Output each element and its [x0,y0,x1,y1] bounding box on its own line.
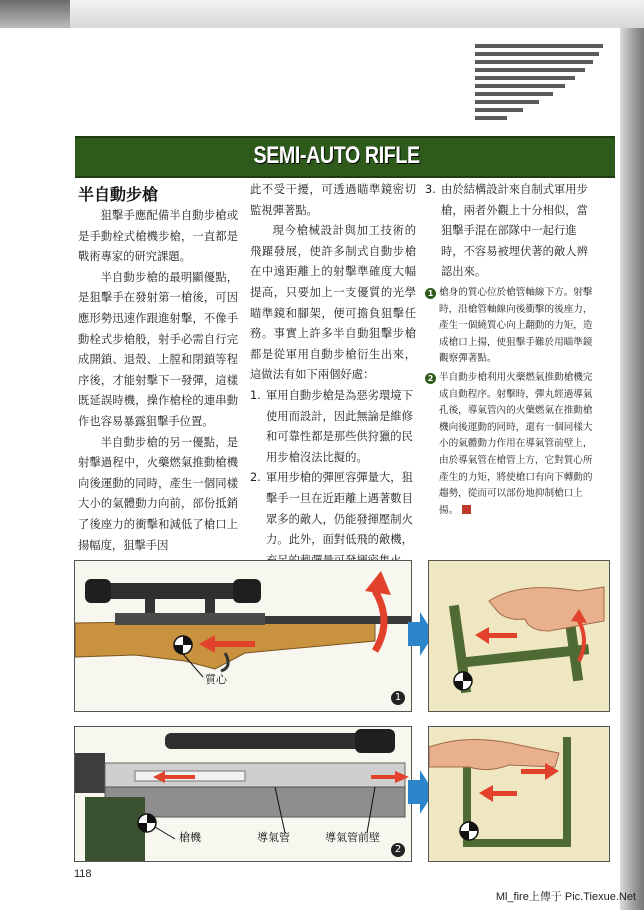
list-item: 1. 軍用自動步槍是為惡劣環境下使用而設計，因此無論是維修和可靠性都是那些供狩獵的民用步槍沒法比擬的。 [250,388,413,464]
figure-badge: 1 [391,691,405,705]
page-edge-shadow [620,28,644,910]
paragraph: 現今槍械設計與加工技術的飛躍發展，使許多制式自動步槍在中遠距離上的射擊準確度大幅提高，只要加上一支優質的光學瞄準鏡和腳架，便可擔負狙擊任務。事實上許多半自動狙擊步槍都是從軍用自動步槍衍生出來，這做法有如下兩個好處： [250,224,416,382]
title-band [75,136,615,178]
text-column-1 [78,206,238,556]
frame-illustration [429,727,609,861]
text-column-3 [425,180,597,519]
text-column-2 [250,180,416,592]
figure-gas-system [74,726,412,862]
watermark-text: Ml_fire上傳于 Pic.Tiexue.Net [495,891,636,903]
top-scan-strip [0,0,644,28]
figure-frame-push-2 [428,726,610,862]
figure-note-1: 1 槍身的質心位於槍管軸線下方。射擊時，沿槍管軸線向後衝擊的後座力，產生一個繞質心向上翻動的力矩，造成槍口上揚，使狙擊手難於用瞄準鏡觀察彈著點。 [425,285,597,368]
article-heading: 半自動步槍 [78,185,159,204]
gas-tube-front-wall-label: 導氣管前壁 [325,831,380,844]
rifle-illustration [75,561,411,711]
list-item: 3. 由於結構設計來自制式軍用步槍，兩者外觀上十分相似，當狙擊手混在部隊中一起行進時，不容易被埋伏著的敵人辨認出來。 [425,183,588,279]
page-title: SEMI-AUTO RIFLE [253,142,420,169]
end-mark-icon [462,505,471,514]
page-number: 118 [74,868,92,880]
top-band [70,0,644,28]
paragraph: 狙擊手應配備半自動步槍或是手動栓式槍機步槍，一直都是戰術專家的研究課題。 [78,209,238,264]
header-decoration-bars [475,42,605,137]
gas-tube-label: 導氣管 [257,831,290,844]
note-badge: 2 [425,373,436,384]
paragraph: 半自動步槍的另一優點，是射擊過程中，火藥燃氣推動槍機向後運動的同時，產生一個同樣大小的氣體動力向前，部份抵銷了後座力的衝擊和減低了槍口上揚幅度，狙擊手因 [78,435,238,552]
note-badge: 1 [425,288,436,299]
list-item: 2. 軍用步槍的彈匣容彈量大，狙擊手一旦在近距離上遇著數目眾多的敵人，仍能發揮壓制火力。此外，面對低飛的敵機， [250,471,413,547]
paragraph: 此不受干擾，可透過瞄準鏡密切監視彈著點。 [250,183,416,217]
advantage-list-continued [425,180,597,283]
bolt-label: 槍機 [179,831,201,844]
paragraph: 半自動步槍的最明顯優點，是狙擊手在發射第一槍後，可因應形勢迅速作跟進射擊，不像手動栓式步槍般，射手必需自行完成開鎖、退殼、上膛和閉鎖等程序後，才能射擊下一發彈，這樣既延誤時機，操作槍栓的連串動作也容易暴露狙擊手位置。 [78,270,238,428]
frame-illustration [429,561,609,711]
figure-badge: 2 [391,843,405,857]
center-of-mass-label: 質心 [205,673,227,686]
figure-rifle-recoil [74,560,412,712]
figure-note-2: 2 半自動步槍利用火藥燃氣推動槍機完成自動程序。射擊時，彈丸經過導氣孔後，導氣管內的火藥燃氣在推動槍機向後運動的同時，還有一個同樣大小的氣體動力作用在導氣管前壁上，由於導氣管在槍管上方，它對質心所產生的力矩，將使槍口有向下轉動的趨勢，從而可以部份地抑制槍口上揚。 [425,370,597,519]
figure-frame-push-1 [428,560,610,712]
